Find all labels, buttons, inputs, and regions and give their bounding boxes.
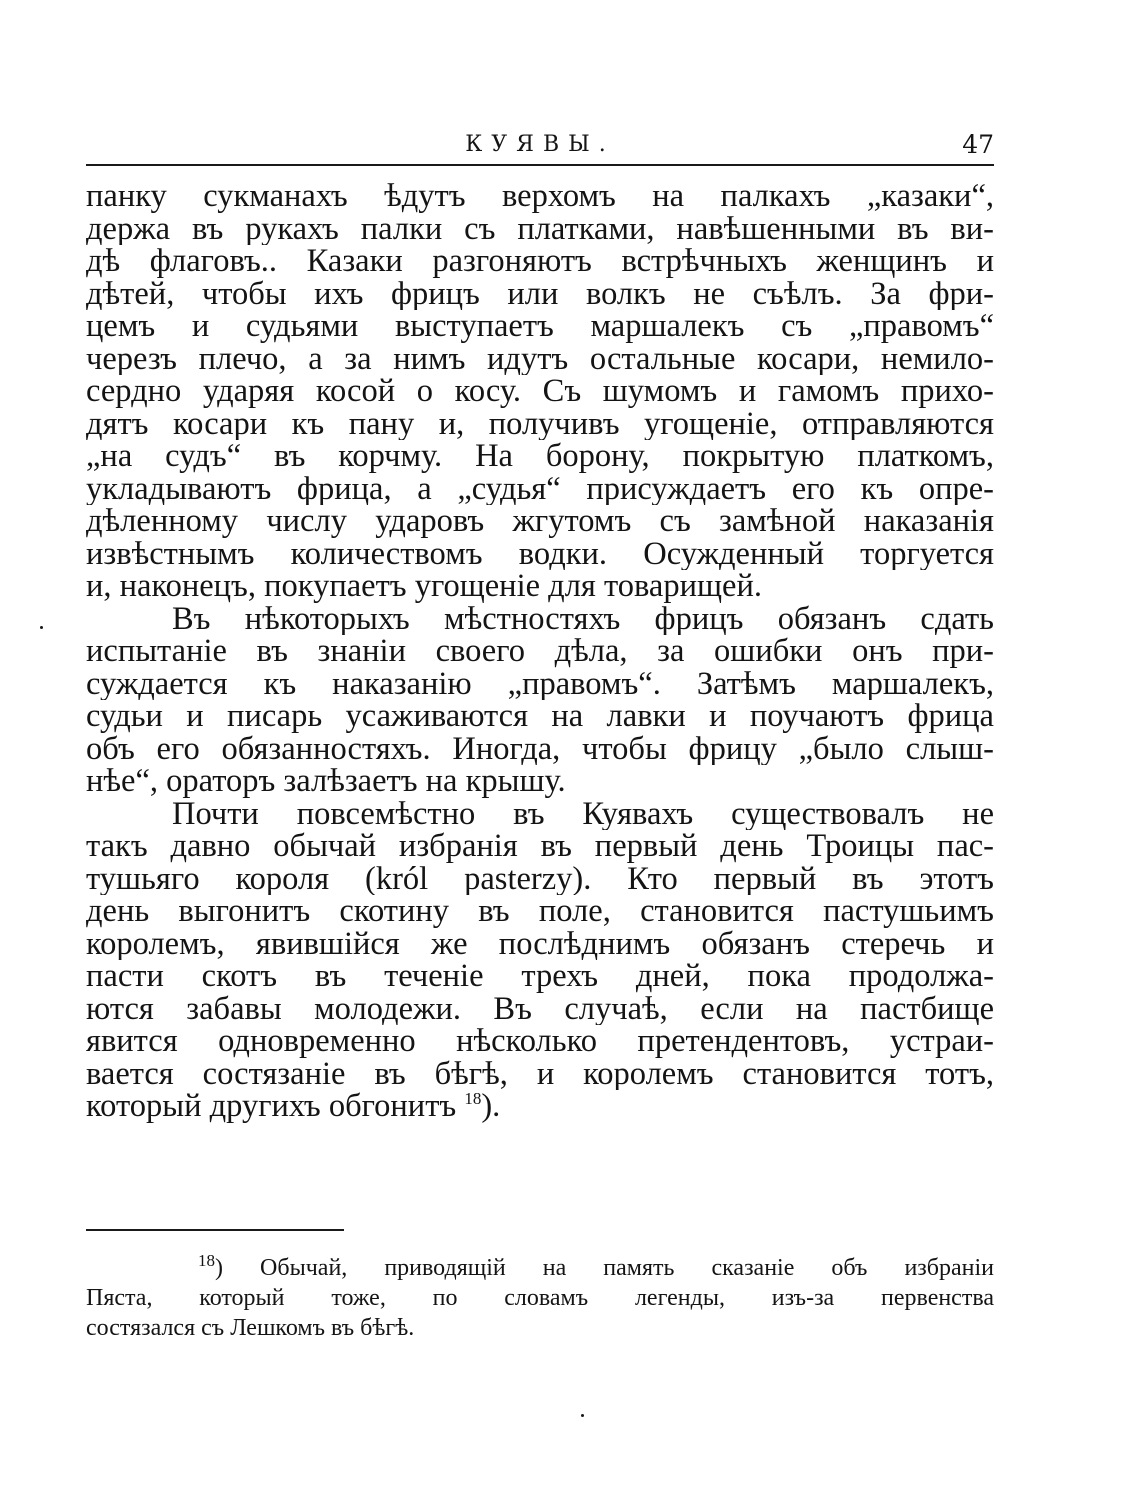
text-line: сердно ударяя косой о косу. Съ шумомъ и гамомъ прихо- (86, 375, 994, 408)
page-number: 47 (962, 130, 994, 159)
print-speck (40, 626, 43, 629)
text-line: суждается къ наказанiю „правомъ“. Затѣмъ маршалекъ, (86, 667, 994, 700)
final-text-line (86, 1090, 994, 1123)
final-line-text: который другихъ обгонитъ (86, 1090, 457, 1123)
footnotes (86, 1253, 994, 1343)
text-line: дѣ флаговъ.. Казаки разгоняютъ встрѣчныхъ женщинъ и (86, 245, 994, 278)
text-line: вается состязанiе въ бѣгѣ, и королемъ становится тотъ, (86, 1057, 994, 1090)
footnote-line (86, 1253, 994, 1283)
text-line: явится одновременно нѣсколько претендентовъ, устраи- (86, 1025, 994, 1058)
footnote-reference[interactable]: 18 (464, 1090, 482, 1109)
text-line: объ его обязанностяхъ. Иногда, чтобы фрицу „было слыш- (86, 732, 994, 765)
text-line: цемъ и судьями выступаетъ маршалекъ съ „правомъ“ (86, 310, 994, 343)
text-line: нѣе“, ораторъ залѣзаетъ на крышу. (86, 765, 566, 798)
footnote-line: состязался съ Лешкомъ въ бѣгѣ. (86, 1315, 415, 1341)
print-speck (581, 1414, 584, 1417)
text-line: „на судъ“ въ корчму. На борону, покрытую платкомъ, (86, 440, 994, 473)
final-line-closing: ). (481, 1090, 501, 1123)
text-line: испытанiе въ знанiи своего дѣла, за ошибки онъ при- (86, 635, 994, 668)
footnote-text: Обычай, приводящiй на память сказанiе объ избранiи (260, 1255, 994, 1281)
text-line: пасти скотъ въ теченiе трехъ дней, пока продолжа- (86, 960, 994, 993)
text-line: укладываютъ фрица, а „судья“ присуждаетъ его къ опре- (86, 472, 994, 505)
text-line: такъ давно обычай избранiя въ первый день Троицы пас- (86, 830, 994, 863)
text-line: извѣстнымъ количествомъ водки. Осужденный торгуется (86, 537, 994, 570)
footnote-marker-close: ) (215, 1255, 223, 1281)
header-rule (86, 164, 994, 166)
text-line: черезъ плечо, а за нимъ идутъ остальные косари, немило- (86, 342, 994, 375)
footnote-marker: 18 (198, 1253, 215, 1270)
footnote-rule (86, 1229, 344, 1231)
paragraph-start-line: Въ нѣкоторыхъ мѣстностяхъ фрицъ обязанъ сдать (172, 602, 994, 635)
text-line: судьи и писарь усаживаются на лавки и поучаютъ фрица (86, 700, 994, 733)
text-line: ются забавы молодежи. Въ случаѣ, если на пастбище (86, 992, 994, 1025)
text-line: и, наконецъ, покупаетъ угощенiе для товарищей. (86, 570, 762, 603)
footnote-line: Пяста, который тоже, по словамъ легенды, изъ-за первенства (86, 1285, 994, 1311)
text-line: панку сукманахъ ѣдутъ верхомъ на палкахъ „казаки“, (86, 180, 994, 213)
paragraph-start-line: Почти повсемѣстно въ Куявахъ существовалъ не (172, 797, 994, 830)
running-title: КУЯВЫ. (465, 132, 615, 157)
text-line: тушьяго короля (król pasterzy). Кто первый въ этотъ (86, 862, 994, 895)
text-line: дятъ косари къ пану и, получивъ угощенiе, отправляются (86, 407, 994, 440)
text-line: королемъ, явившiйся же послѣднимъ обязанъ стеречь и (86, 927, 994, 960)
text-line: дѣленному числу ударовъ жгутомъ съ замѣной наказанiя (86, 505, 994, 538)
text-line: день выгонитъ скотину въ поле, становится пастушьимъ (86, 895, 994, 928)
text-line: держа въ рукахъ палки съ платками, навѣшенными въ ви- (86, 212, 994, 245)
text-line: дѣтей, чтобы ихъ фрицъ или волкъ не съѣлъ. За фри- (86, 277, 994, 310)
running-head (86, 128, 994, 162)
body-text (86, 180, 994, 1123)
